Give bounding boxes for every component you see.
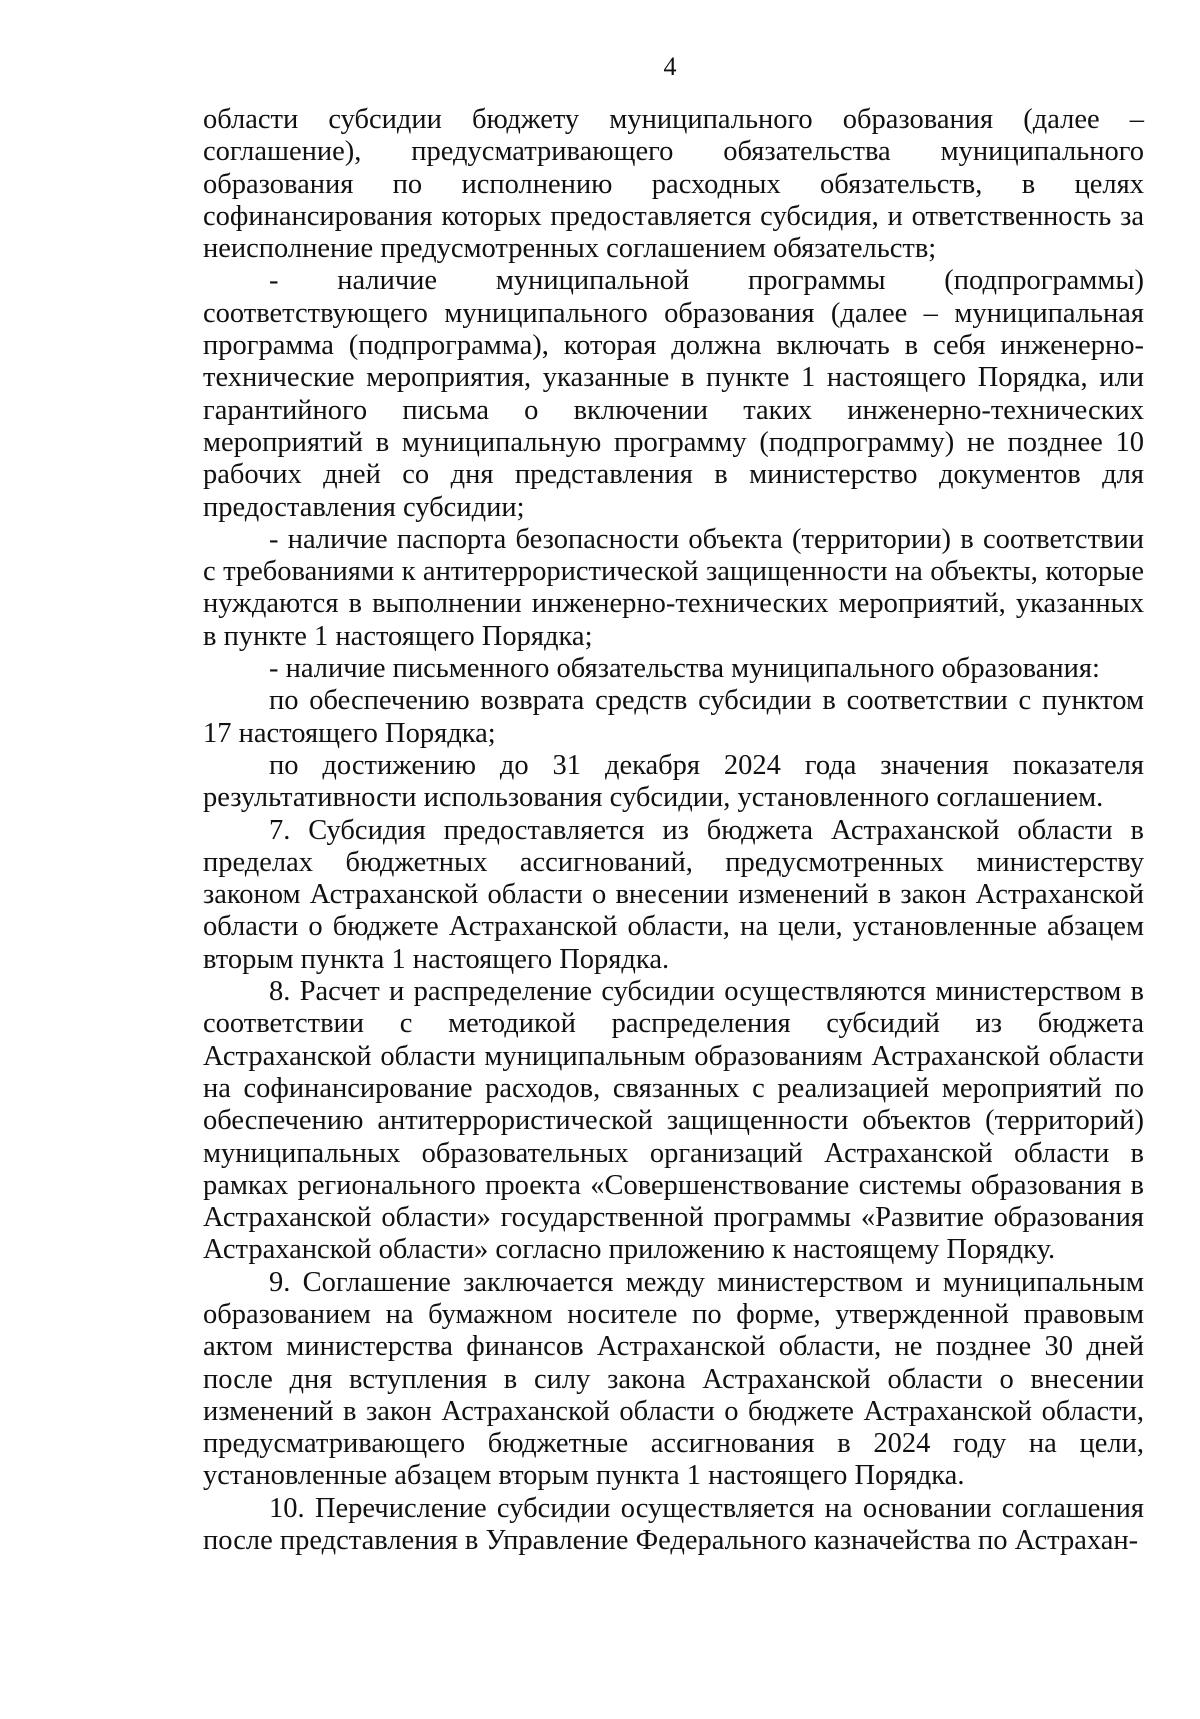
paragraph-security-passport: - наличие паспорта безопасности объекта (территории) в соответствии с требованиями к антитеррористической защищенности на объекты, которые нуждаются в выполнении инженерно-технических мероприятий, указанных в пункте 1 настоящего Порядка;: [203, 523, 1144, 652]
paragraph-item-9: 9. Соглашение заключается между министерством и муниципальным образованием на бумажном носителе по форме, утвержденной правовым актом министерства финансов Астраханской области, не позднее 30 дней после дня вступления в силу закона Астраханской области о внесении изменений в закон Астраханской области о бюджете Астраханской области, предусматривающего бюджетные ассигнования в 2024 году на цели, установленные абзацем вторым пункта 1 настоящего Порядка.: [203, 1266, 1144, 1492]
document-body: [203, 104, 1144, 1557]
paragraph-written-obligation: - наличие письменного обязательства муниципального образования:: [269, 653, 1100, 685]
paragraph-continuation: области субсидии бюджету муниципального образования (далее – соглашение), предусматривающего обязательства муниципального образования по исполнению расходных обязательств, в целях софинансирования которых предоставляется субсидия, и ответственность за неисполнение предусмотренных соглашением обязательств;: [203, 104, 1144, 265]
paragraph-item-10: 10. Перечисление субсидии осуществляется на основании соглашения после представления в Управление Федерального казначейства по Астрахан-: [203, 1492, 1144, 1557]
paragraph-performance-indicator: по достижению до 31 декабря 2024 года значения показателя результативности использования субсидии, установленного соглашением.: [203, 749, 1144, 814]
paragraph-municipal-program: - наличие муниципальной программы (подпрограммы) соответствующего муниципального образования (далее – муниципальная программа (подпрограмма), которая должна включать в себя инженерно-технические мероприятия, указанные в пункте 1 настоящего Порядка, или гарантийного письма о включении таких инженерно-технических мероприятий в муниципальную программу (подпрограмму) не позднее 10 рабочих дней со дня представления в министерство документов для предоставления субсидии;: [203, 265, 1144, 523]
paragraph-item-7: 7. Субсидия предоставляется из бюджета Астраханской области в пределах бюджетных ассигнований, предусмотренных министерству законом Астраханской области о внесении изменений в закон Астраханской области о бюджете Астраханской области, на цели, установленные абзацем вторым пункта 1 настоящего Порядка.: [203, 814, 1144, 975]
page-number: 4: [663, 52, 677, 81]
paragraph-item-8: 8. Расчет и распределение субсидии осуществляются министерством в соответствии с методикой распределения субсидий из бюджета Астраханской области муниципальным образованиям Астраханской области на софинансирование расходов, связанных с реализацией мероприятий по обеспечению антитеррористической защищенности объектов (территорий) муниципальных образовательных организаций Астраханской области в рамках регионального проекта «Совершенствование системы образования в Астраханской области» государственной программы «Развитие образования Астраханской области» согласно приложению к настоящему Порядку.: [203, 976, 1144, 1266]
paragraph-return-of-funds: по обеспечению возврата средств субсидии в соответствии с пунктом 17 настоящего Порядка;: [203, 685, 1144, 749]
